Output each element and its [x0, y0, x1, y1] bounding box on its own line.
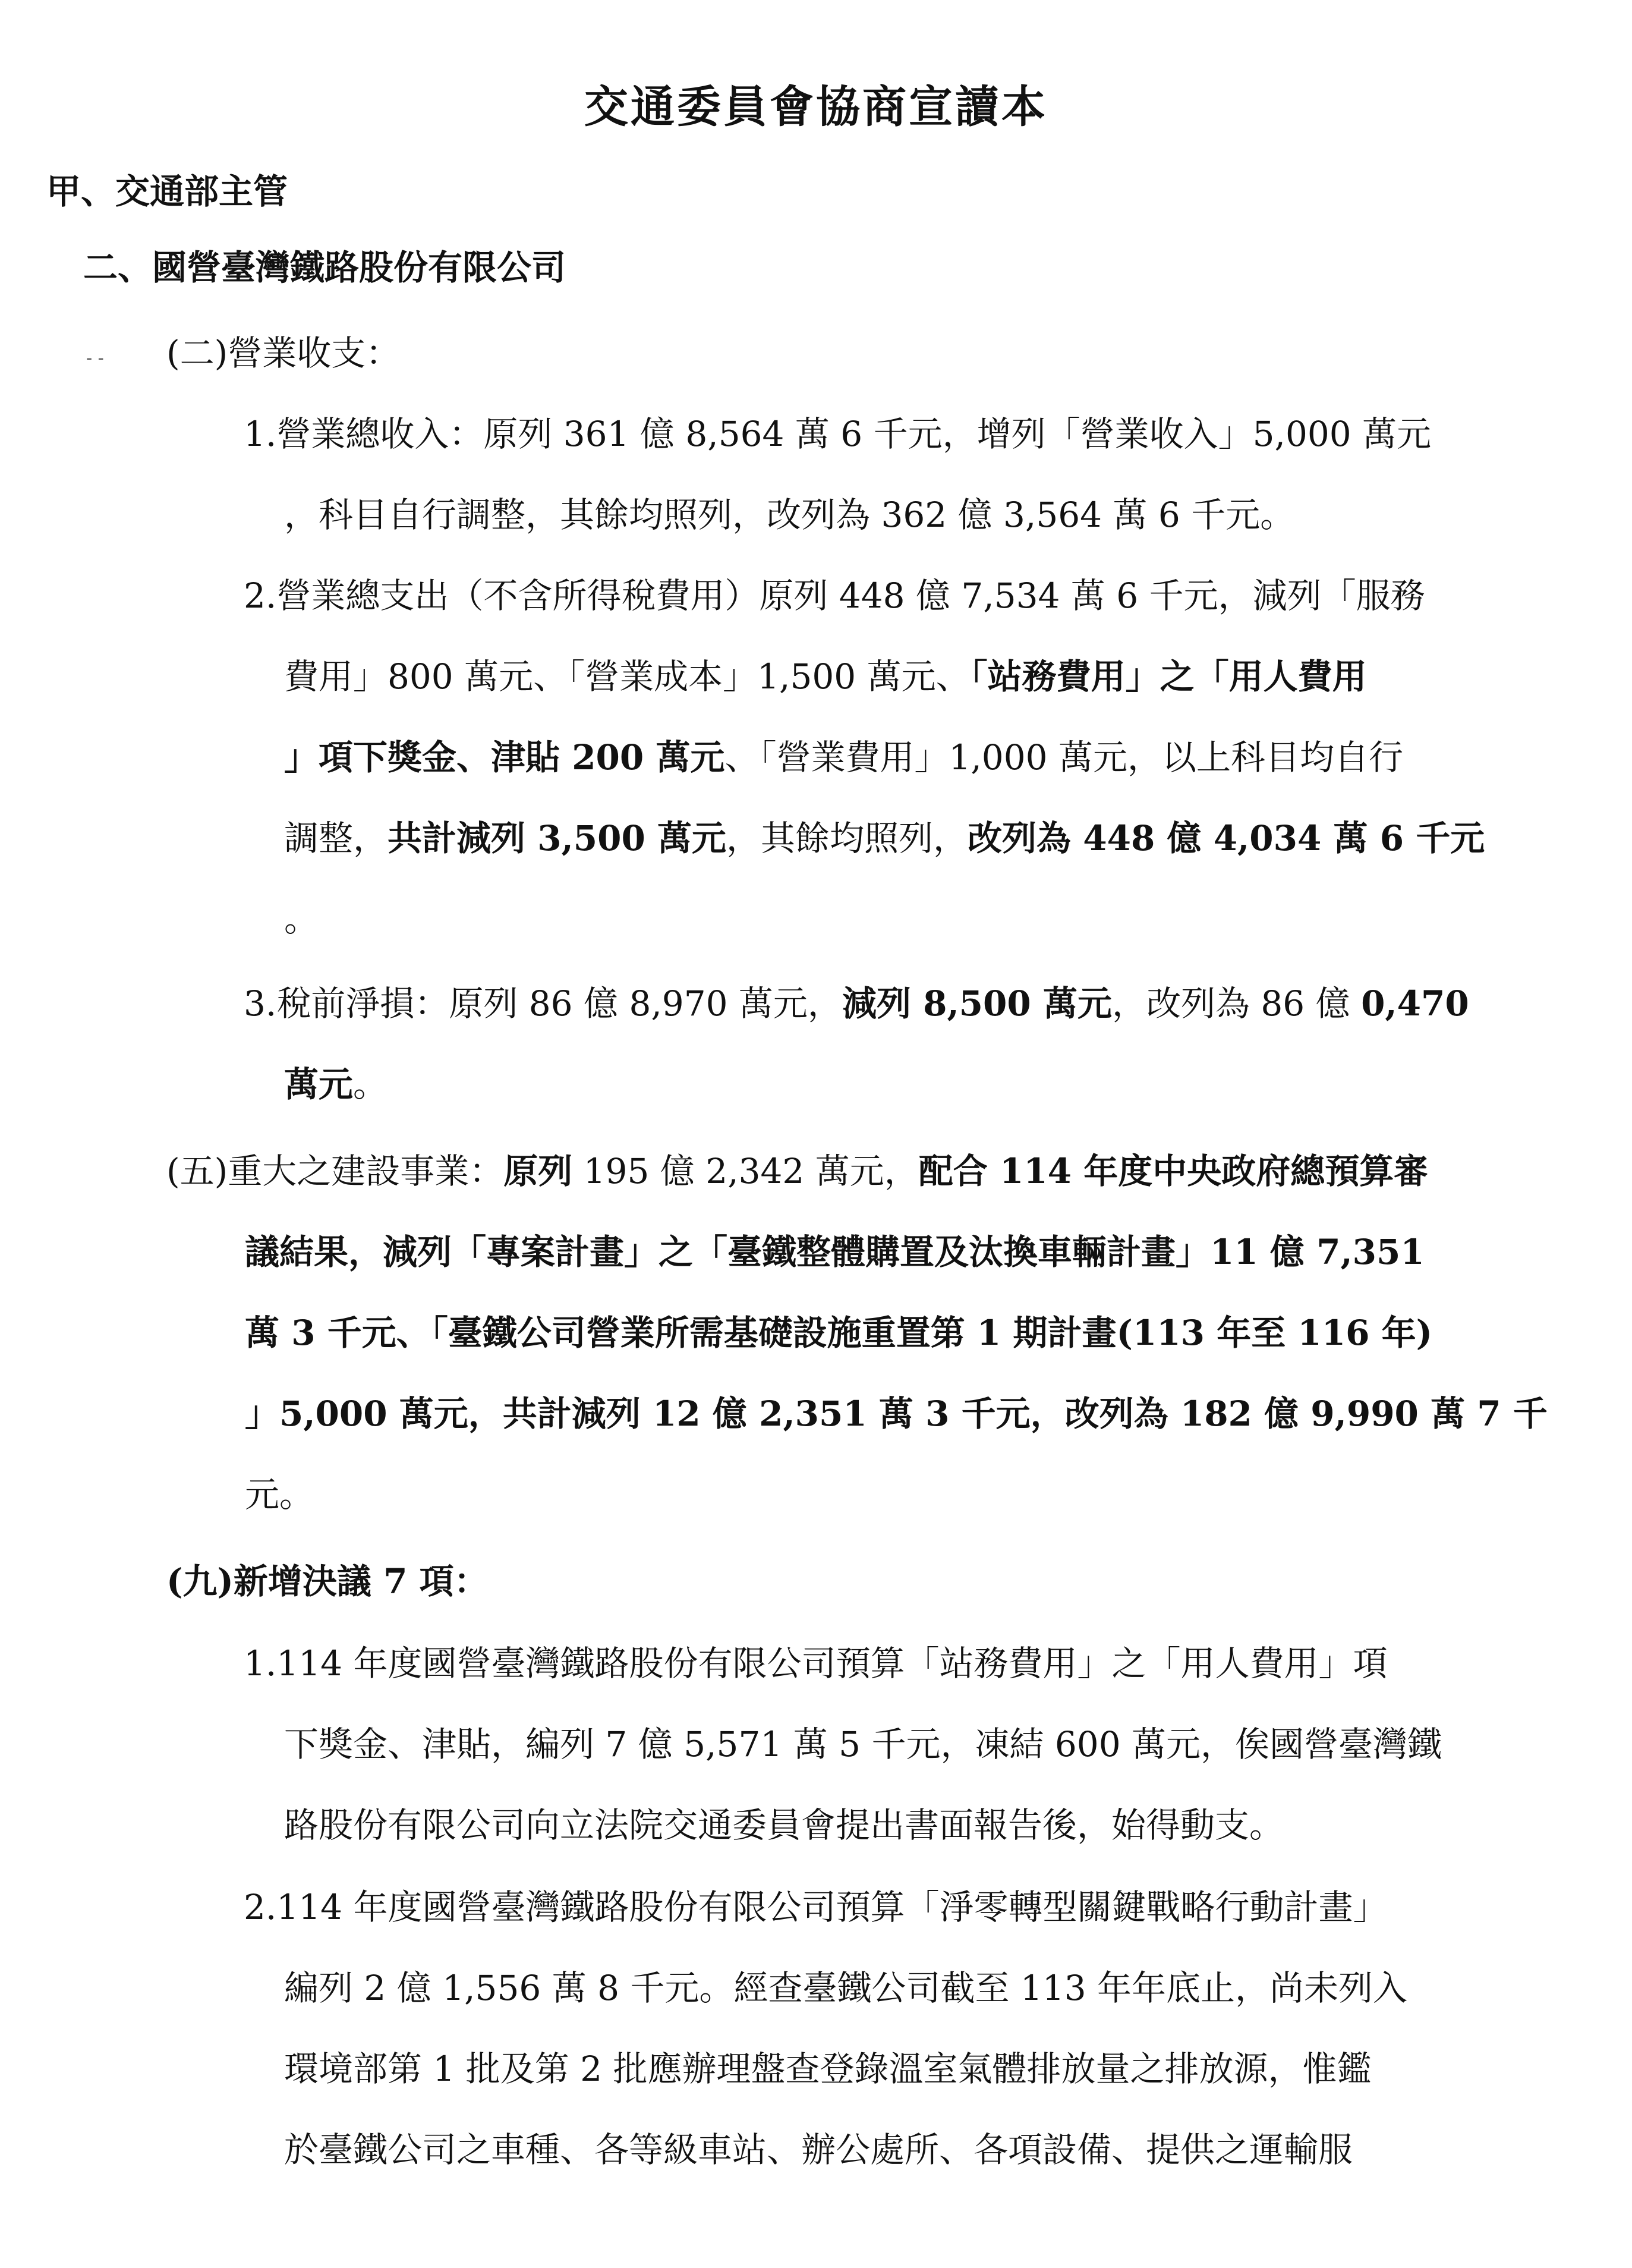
item-1-line-1: 1.營業總收入：原列 361 億 8,564 萬 6 千元，增列「營業收入」5,000 萬元: [244, 414, 1432, 454]
part-5-line-1: (五)重大之建設事業：原列 195 億 2,342 萬元，配合 114 年度中央政府總預算審: [166, 1151, 1429, 1191]
part-5-line-2: 議結果，減列「專案計畫」之「臺鐵整體購置及汰換車輛計畫」11 億 7,351: [245, 1232, 1425, 1272]
item-3-line-1: 3.稅前淨損：原列 86 億 8,970 萬元，減列 8,500 萬元，改列為 86 億 0,470: [244, 983, 1469, 1024]
resolution-2-line-1: 2.114 年度國營臺灣鐵路股份有限公司預算「淨零轉型關鍵戰略行動計畫」: [244, 1887, 1388, 1927]
resolution-2-line-2: 編列 2 億 1,556 萬 8 千元。經查臺鐵公司截至 113 年年底止，尚未列入: [284, 1968, 1408, 2008]
resolution-2-line-4: 於臺鐵公司之車種、各等級車站、辦公處所、各項設備、提供之運輸服: [284, 2129, 1353, 2170]
section-heading-taiwan-railway: 二、國營臺灣鐵路股份有限公司: [83, 247, 566, 288]
item-2-line-4: 調整，共計減列 3,500 萬元，其餘均照列，改列為 448 億 4,034 萬 6 千元: [284, 818, 1485, 858]
section-heading-jia: 甲、交通部主管: [46, 171, 288, 212]
resolution-1-line-3: 路股份有限公司向立法院交通委員會提出書面報告後，始得動支。: [284, 1805, 1284, 1845]
part-5-line-4: 」5,000 萬元，共計減列 12 億 2,351 萬 3 千元，改列為 182 億 9,990 萬 7 千: [245, 1393, 1548, 1434]
part-5-line-3: 萬 3 千元、「臺鐵公司營業所需基礎設施重置第 1 期計畫(113 年至 116 年): [245, 1313, 1433, 1353]
item-2-line-1: 2.營業總支出（不含所得稅費用）原列 448 億 7,534 萬 6 千元，減列「服務: [244, 575, 1425, 616]
item-2-line-5: 。: [284, 899, 319, 939]
item-2-line-2: 費用」800 萬元、「營業成本」1,500 萬元、「站務費用」之「用人費用: [284, 656, 1367, 697]
item-2-line-3: 」項下獎金、津貼 200 萬元、「營業費用」1,000 萬元，以上科目均自行: [284, 737, 1403, 778]
resolution-1-line-1: 1.114 年度國營臺灣鐵路股份有限公司預算「站務費用」之「用人費用」項: [244, 1643, 1388, 1684]
part-9-heading: (九)新增決議 7 項：: [166, 1561, 489, 1602]
item-1-line-2: ，科目自行調整，其餘均照列，改列為 362 億 3,564 萬 6 千元。: [284, 495, 1295, 535]
item-3-line-2: 萬元。: [284, 1064, 388, 1105]
scan-speck: - -: [86, 348, 104, 369]
resolution-1-line-2: 下獎金、津貼，編列 7 億 5,571 萬 5 千元，凍結 600 萬元，俟國營臺灣鐵: [284, 1724, 1442, 1764]
part-5-line-5: 元。: [245, 1474, 314, 1515]
resolution-2-line-3: 環境部第 1 批及第 2 批應辦理盤查登錄溫室氣體排放量之排放源，惟鑑: [284, 2049, 1372, 2089]
subsection-heading-operating: (二)營業收支：: [166, 333, 401, 373]
page-title: 交通委員會協商宣讀本: [584, 81, 1048, 133]
